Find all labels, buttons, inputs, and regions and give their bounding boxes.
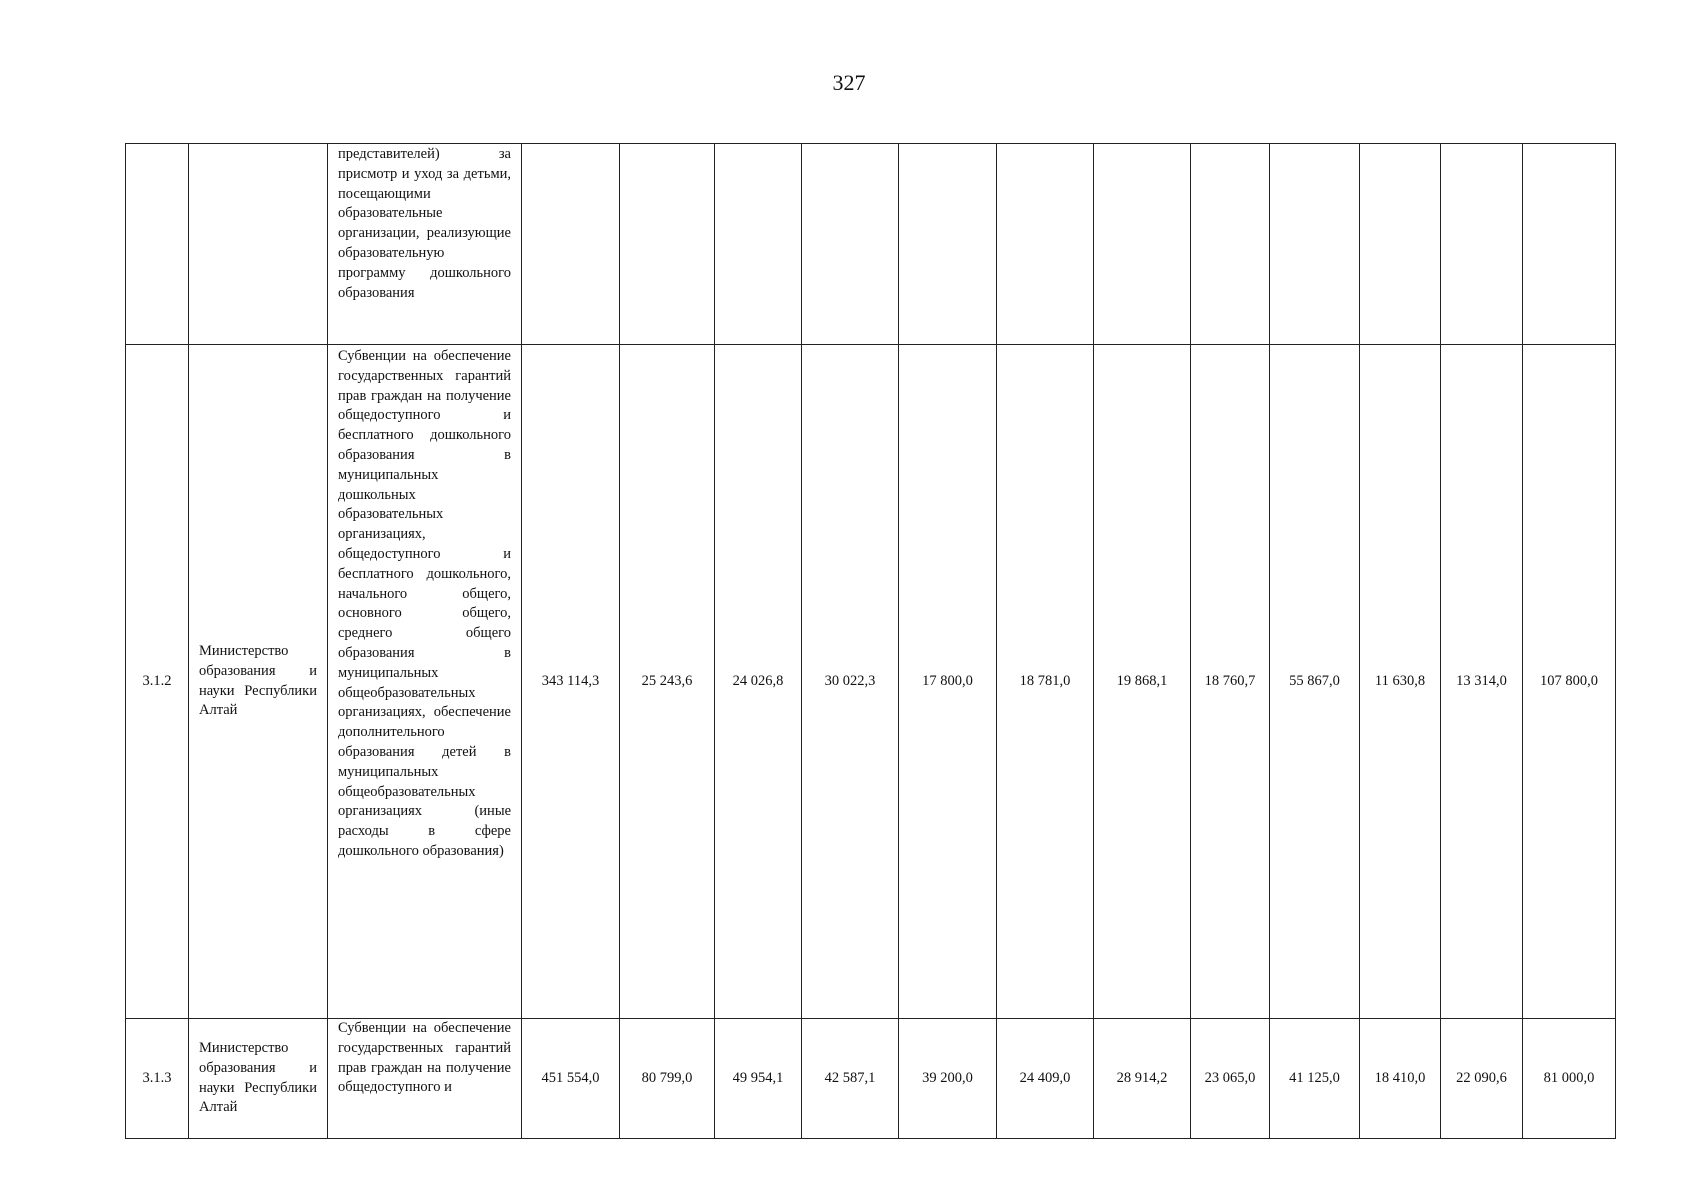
value-cell: 25 243,6	[620, 345, 715, 1019]
value-cell: 80 799,0	[620, 1019, 715, 1139]
page-number: 327	[832, 70, 866, 95]
description-cell	[328, 1019, 522, 1139]
value-cell	[899, 144, 997, 345]
value-cell: 19 868,1	[1094, 345, 1191, 1019]
value-cell: 18 410,0	[1360, 1019, 1441, 1139]
value-cell: 13 314,0	[1441, 345, 1523, 1019]
value-cell: 18 781,0	[997, 345, 1094, 1019]
value-cell	[1441, 144, 1523, 345]
value-cell: 41 125,0	[1270, 1019, 1360, 1139]
value-cell	[522, 144, 620, 345]
value-cell	[1094, 144, 1191, 345]
value-cell: 343 114,3	[522, 345, 620, 1019]
organization-cell: Министерство образования и науки Республики Алтай	[189, 1019, 328, 1139]
table-row	[126, 345, 1616, 1019]
value-cell: 17 800,0	[899, 345, 997, 1019]
value-cell: 18 760,7	[1191, 345, 1270, 1019]
value-cell: 22 090,6	[1441, 1019, 1523, 1139]
value-cell: 49 954,1	[715, 1019, 802, 1139]
description-text: Субвенции на обеспечение государственных гарантий прав граждан на получение общедоступного и	[338, 1020, 511, 1096]
value-cell: 39 200,0	[899, 1019, 997, 1139]
budget-table	[125, 143, 1616, 1139]
description-text: Субвенции на обеспечение государственных гарантий прав граждан на получение общедоступного и бесплатного дошкольного образования в муниципальных дошкольных образовательных организациях, общедоступного и бесплатного дошкольного, начального общего, основного общего, среднего общего образования в муниципальных общеобразовательных организациях, обеспечение дополнительного образования детей в муниципальных общеобразовательных организациях (иные расходы в сфере дошкольного образования)	[338, 348, 511, 859]
table-row	[126, 144, 1616, 345]
value-cell: 23 065,0	[1191, 1019, 1270, 1139]
table-row	[126, 1019, 1616, 1139]
value-cell	[1523, 144, 1616, 345]
value-cell	[1360, 144, 1441, 345]
description-text: представителей) за присмотр и уход за детьми, посещающими образовательные организации, реализующие образовательную программу дошкольного образования	[338, 146, 511, 301]
value-cell: 42 587,1	[802, 1019, 899, 1139]
row-number-cell: 3.1.2	[126, 345, 189, 1019]
value-cell	[997, 144, 1094, 345]
value-cell	[620, 144, 715, 345]
value-cell	[1191, 144, 1270, 345]
description-cell	[328, 345, 522, 1019]
value-cell	[715, 144, 802, 345]
value-cell: 81 000,0	[1523, 1019, 1616, 1139]
value-cell	[802, 144, 899, 345]
row-number-cell: 3.1.3	[126, 1019, 189, 1139]
organization-cell: Министерство образования и науки Республики Алтай	[189, 345, 328, 1019]
row-number-cell	[126, 144, 189, 345]
description-cell	[328, 144, 522, 345]
value-cell: 30 022,3	[802, 345, 899, 1019]
value-cell: 24 026,8	[715, 345, 802, 1019]
value-cell: 55 867,0	[1270, 345, 1360, 1019]
value-cell: 107 800,0	[1523, 345, 1616, 1019]
organization-cell	[189, 144, 328, 345]
value-cell: 11 630,8	[1360, 345, 1441, 1019]
value-cell: 451 554,0	[522, 1019, 620, 1139]
value-cell	[1270, 144, 1360, 345]
value-cell: 24 409,0	[997, 1019, 1094, 1139]
value-cell: 28 914,2	[1094, 1019, 1191, 1139]
